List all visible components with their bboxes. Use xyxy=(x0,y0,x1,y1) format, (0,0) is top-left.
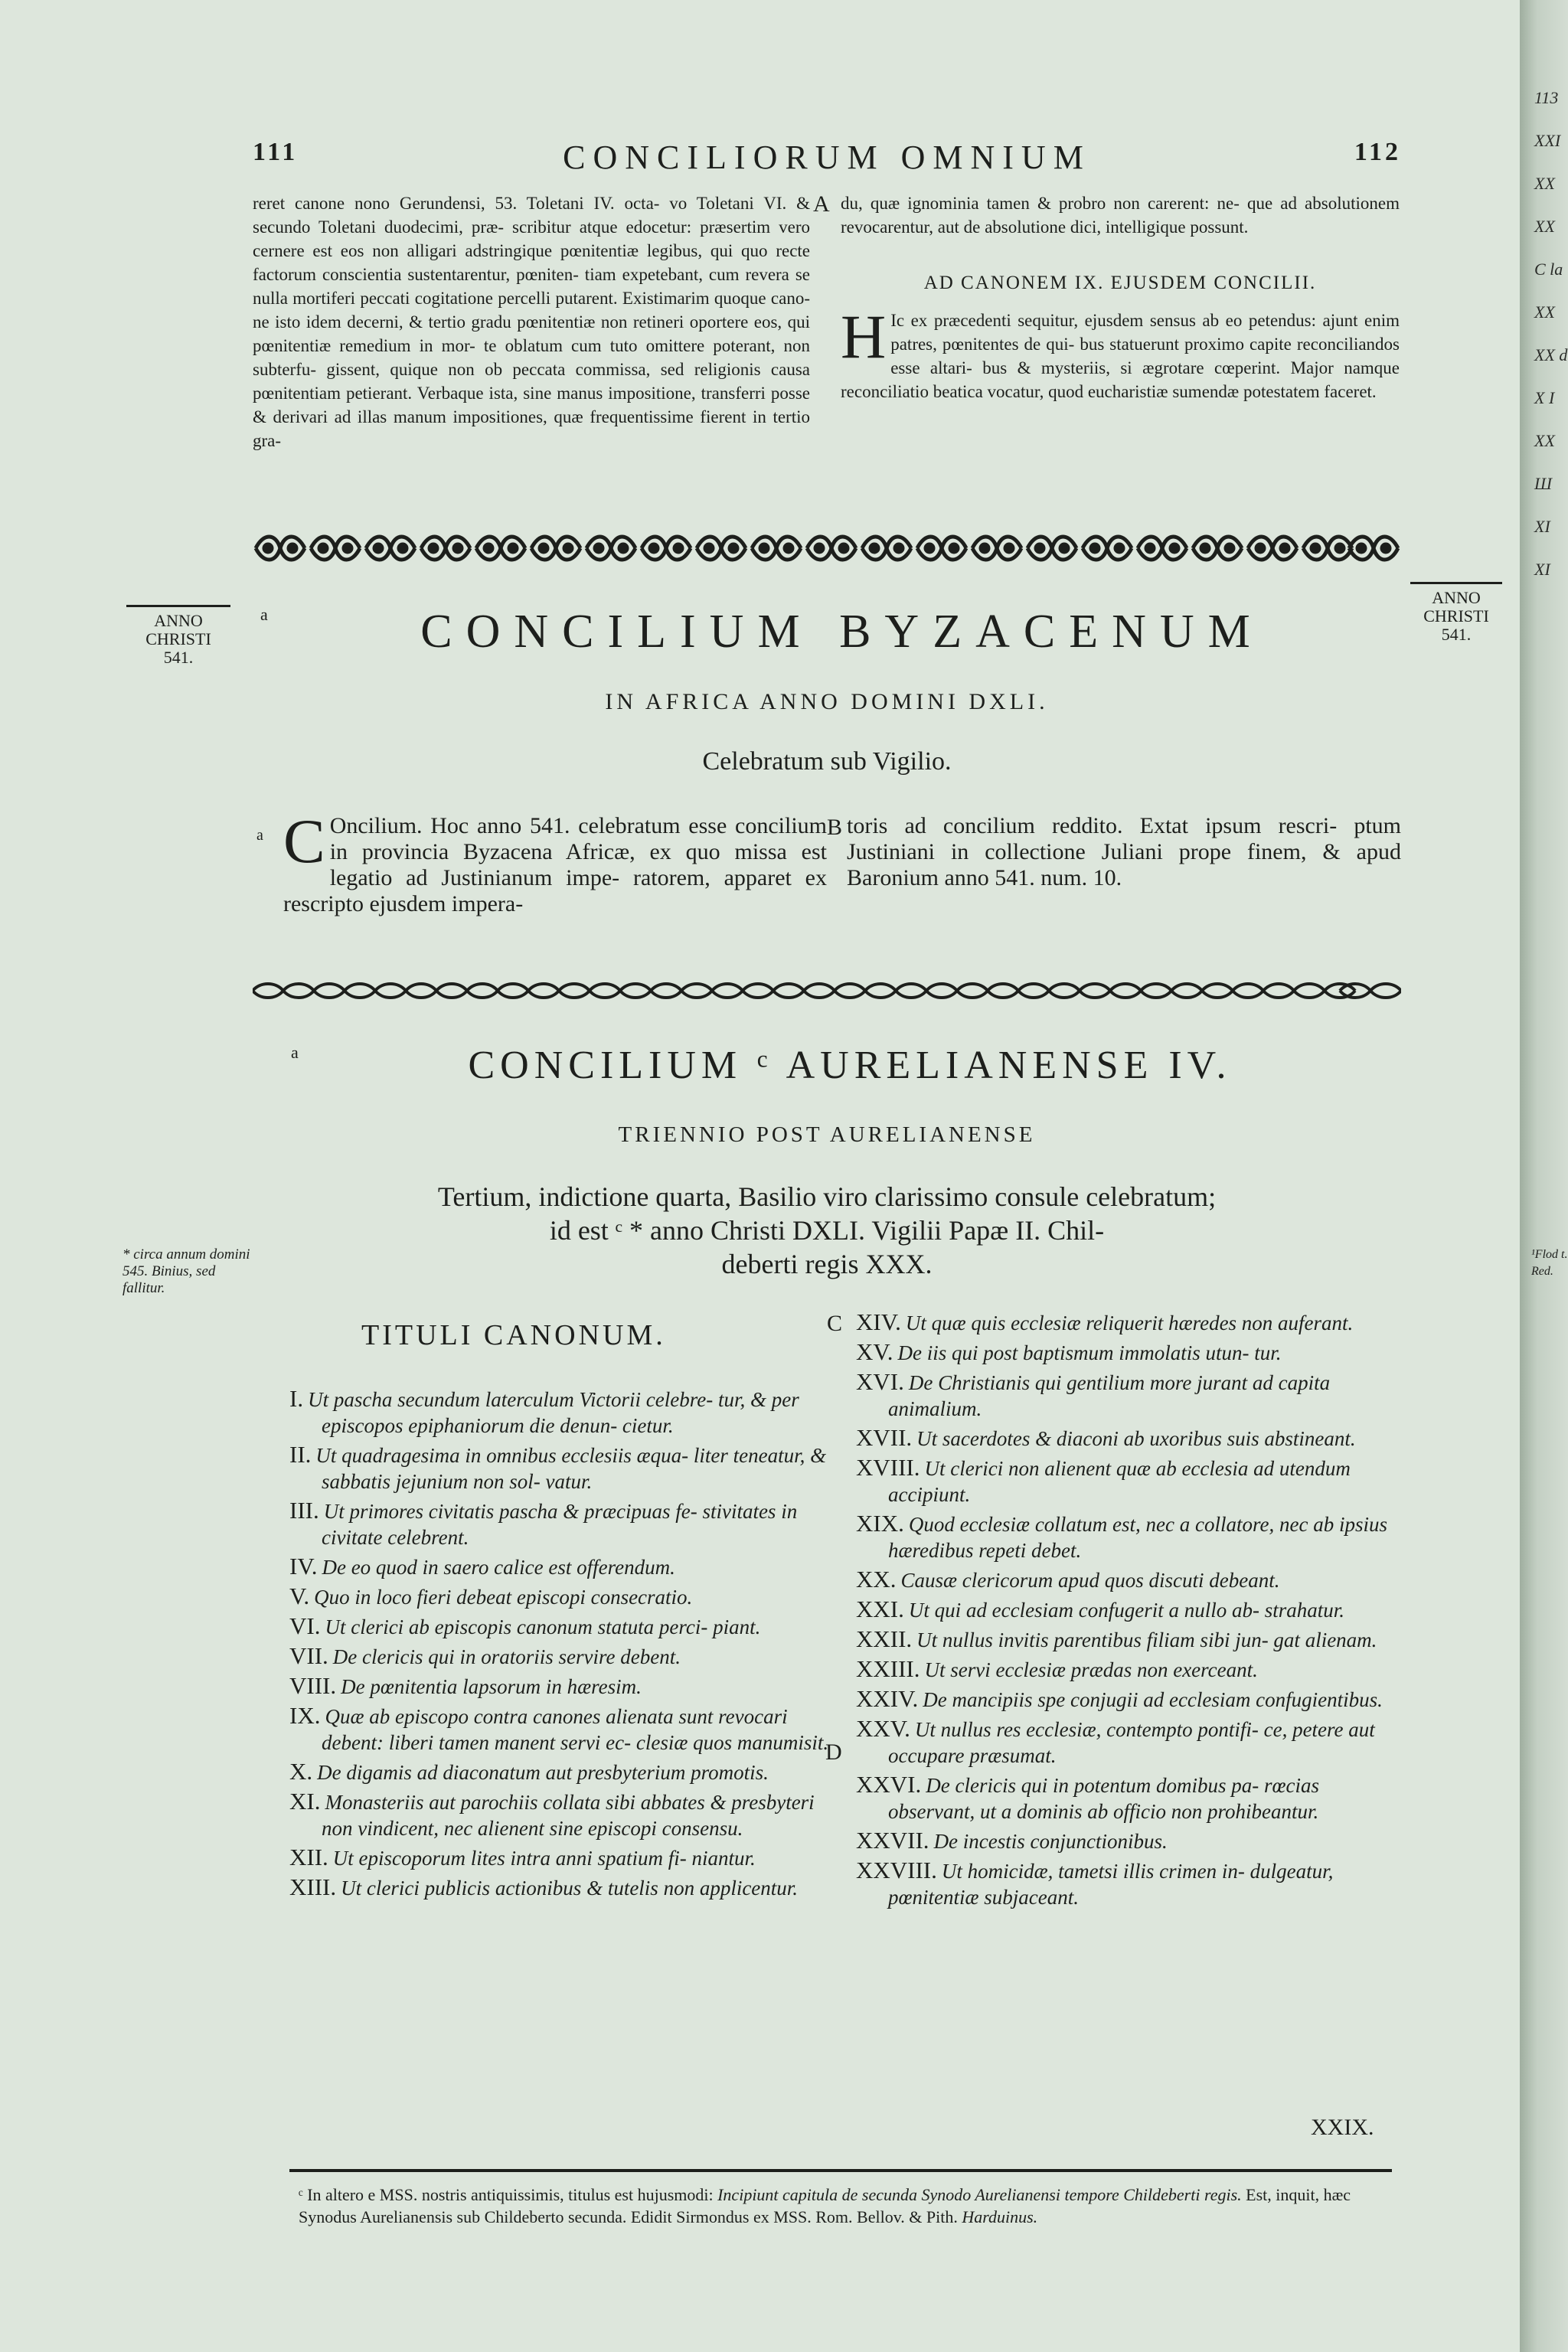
canon-item xyxy=(289,1498,841,1550)
anno-left-l1: ANNO xyxy=(154,611,203,630)
canon-item xyxy=(289,1759,841,1785)
canon-text: Ut homicidæ, tametsi illis crimen in- dulgeatur, pœnitentiæ subjaceant. xyxy=(888,1860,1334,1909)
canon-number: V. xyxy=(289,1583,310,1609)
canon-item xyxy=(289,1613,841,1640)
canon-item xyxy=(856,1455,1407,1508)
running-title: CONCILIORUM OMNIUM xyxy=(563,139,1091,176)
page-header xyxy=(253,138,1401,177)
canon-item xyxy=(856,1369,1407,1422)
canon-ix-text: Ic ex præcedenti sequitur, ejusdem sensus ab eo petendus: ajunt enim patres, pœnitentes de qui- bus statuerunt proximo capite reconciliandos esse altari- bus & mysteriis, si ægrotare cœperint. Major namque reconciliatio beatica vocatur, quod eucharistiæ sumendæ potestatem faceret. xyxy=(841,311,1400,401)
facing-page-text: 113 XXI XX XX C la XX XX d X I XX Ш XI XI xyxy=(1534,88,1568,579)
canon-number: XXIII. xyxy=(856,1655,920,1682)
footnote-text-b: Incipiunt capitula de secunda Synodo Aurelianensi tempore Childeberti regis. xyxy=(717,2185,1242,2204)
canon-number: XVIII. xyxy=(856,1454,920,1481)
canon-number: XI. xyxy=(289,1788,321,1815)
canon-text: De eo quod in saero calice est offerendum. xyxy=(322,1556,675,1579)
aurelianense-note-mark: a xyxy=(291,1043,299,1062)
top-left-text: reret canone nono Gerundensi, 53. Toletani IV. octa- vo Toletani VI. & secundo Toletani duodecimi, præ- scribitur atque edocetur: præsertim vero cernere est eos non alligari adstringique pœnitentiæ legibus, qui quo recte factorum conscientia sustentarentur, pœniten- tiam expetebant, cum revera se nulla mortiferi peccati cogitatione percelli putarent. Existimarim quoque cano- ne isto idem decerni, & tertio gradu pœnitentiæ non retineri oportere eos, qui pœnitentiæ remedium in mor- te oblatum cum tuto omittere poterant, non subterfu- gissent, quique non ob peccata commissa, sed religionis causa pœnitentiam petierant. Verbaque ista, sine manus impositione, transferri posse & derivari ad illas manum impositiones, quæ frequentissime fierent in tertio gra- xyxy=(253,194,810,450)
canon-text: De incestis conjunctionibus. xyxy=(933,1830,1168,1853)
byzacenum-intro-left xyxy=(283,806,827,917)
byzacenum-subtitle: IN AFRICA ANNO DOMINI DXLI. xyxy=(605,689,1049,714)
byzacenum-dropcap: C xyxy=(283,806,325,876)
aurelianense-line2: id est ᶜ * anno Christi DXLI. Vigilii Papæ II. Chil- xyxy=(549,1215,1105,1246)
footnote-rule xyxy=(289,2169,1392,2172)
aurelianense-subtitle: TRIENNIO POST AURELIANENSE xyxy=(618,1122,1036,1147)
footnote-text-d: Harduinus. xyxy=(962,2207,1038,2226)
top-left-column xyxy=(253,191,810,452)
byzacenum-note-mark: a xyxy=(260,605,268,624)
byzacenum-intro-left-text: Oncilium. Hoc anno 541. celebratum esse concilium in provincia Byzacena Africæ, ex quo missa est legatio ad Justinianum impe- ratorem, apparet ex rescripto ejusdem impera- xyxy=(283,813,827,916)
canon-item xyxy=(289,1874,841,1901)
canon-text: Causæ clericorum apud quos discuti debeant. xyxy=(900,1569,1280,1592)
canon-item xyxy=(289,1583,841,1610)
canon-number: I. xyxy=(289,1385,304,1412)
canon-item xyxy=(856,1596,1407,1623)
anno-left-l2: CHRISTI xyxy=(145,629,211,648)
canon-item xyxy=(856,1626,1407,1653)
canon-number: VII. xyxy=(289,1642,328,1669)
canons-left-list xyxy=(289,1386,841,1904)
canons-right-list xyxy=(856,1309,1407,1913)
canon-number: XXVII. xyxy=(856,1827,929,1854)
canon-text: De clericis qui in oratoriis servire debent. xyxy=(332,1645,681,1668)
aurelianense-line3: deberti regis XXX. xyxy=(721,1249,933,1279)
canon-item xyxy=(289,1703,841,1756)
sidenote-left: * circa annum domini 545. Binius, sed fallitur. xyxy=(122,1246,250,1296)
anno-right-l1: ANNO xyxy=(1432,588,1481,607)
sidenote-right: ¹Flod t. Red. xyxy=(1531,1248,1568,1278)
canon-text: Ut nullus invitis parentibus filiam sibi jun- gat alienam. xyxy=(916,1628,1377,1651)
canon-number: XXIV. xyxy=(856,1685,919,1712)
canon-item xyxy=(289,1643,841,1670)
canon-text: De digamis ad diaconatum aut presbyterium promotis. xyxy=(317,1761,769,1784)
canon-number: XVI. xyxy=(856,1368,904,1395)
canon-number: XXV. xyxy=(856,1715,910,1742)
canon-item xyxy=(856,1772,1407,1824)
canon-text: Ut servi ecclesiæ prædas non exerceant. xyxy=(924,1658,1258,1681)
footnote-mark: ᶜ xyxy=(299,2185,303,2204)
canon-number: XIII. xyxy=(289,1873,337,1900)
ornament-band-top xyxy=(253,528,1401,568)
canon-number: XV. xyxy=(856,1338,893,1365)
canon-item xyxy=(856,1656,1407,1683)
margin-letter-d: D xyxy=(825,1740,842,1765)
canon-text: Ut episcoporum lites intra anni spatium fi- niantur. xyxy=(332,1847,756,1870)
canon-number: III. xyxy=(289,1497,319,1524)
margin-letter-b: B xyxy=(827,815,843,840)
canon-number: XX. xyxy=(856,1566,897,1592)
canon-number: II. xyxy=(289,1441,312,1468)
canon-text: Ut qui ad ecclesiam confugerit a nullo ab- strahatur. xyxy=(908,1599,1345,1622)
canon-item xyxy=(289,1386,841,1439)
aurelianense-line1: Tertium, indictione quarta, Basilio viro clarissimo consule celebratum; xyxy=(437,1181,1217,1212)
canon-text: Quo in loco fieri debeat episcopi consecratio. xyxy=(314,1586,693,1609)
anno-right xyxy=(1410,582,1502,644)
top-right-column xyxy=(841,191,1400,403)
canon-item xyxy=(856,1425,1407,1452)
canon-text: Ut quæ quis ecclesiæ reliquerit hæredes non auferant. xyxy=(905,1312,1354,1334)
canon-number: VIII. xyxy=(289,1672,337,1699)
canon-text: Ut pascha secundum laterculum Victorii celebre- tur, & per episcopos epiphaniorum die denun- cietur. xyxy=(308,1388,799,1437)
canon-text: De clericis qui in potentum domibus pa- rœcias observant, ut a dominis ab officio non prohibeantur. xyxy=(888,1774,1319,1823)
byzacenum-intro-mark: a xyxy=(256,827,263,844)
canon-item xyxy=(289,1788,841,1841)
canon-number: IV. xyxy=(289,1553,318,1579)
canon-text: Quæ ab episcopo contra canones alienata sunt revocari debent: liberi tamen manent servi ec- clesiæ quos manumisit. xyxy=(322,1705,829,1754)
canon-item xyxy=(856,1716,1407,1769)
margin-letter-a: A xyxy=(813,191,830,217)
footnote xyxy=(299,2184,1393,2228)
footnote-text-a: In altero e MSS. nostris antiquissimis, titulus est hujusmodi: xyxy=(307,2185,714,2204)
canon-number: X. xyxy=(289,1758,313,1785)
canon-item xyxy=(856,1828,1407,1854)
aurelianense-title: CONCILIUM ᶜ AURELIANENSE IV. xyxy=(468,1044,1232,1087)
anno-right-l3: 541. xyxy=(1441,625,1472,644)
canon-item xyxy=(289,1673,841,1700)
footnote-text-c: Est, inquit, hæc Synodus Aurelianensis sub Childeberto secunda. Edidit Sirmondus ex MSS. Rom. Bellov. & Pith. xyxy=(299,2185,1351,2226)
canon-item xyxy=(856,1511,1407,1563)
canon-item xyxy=(289,1553,841,1580)
canon-text: Ut clerici publicis actionibus & tutelis non applicentur. xyxy=(341,1877,799,1900)
canon-number: XXVI. xyxy=(856,1771,922,1798)
canon-text: De Christianis qui gentilium more jurant ad capita animalium. xyxy=(888,1371,1331,1420)
canon-number: IX. xyxy=(289,1702,321,1729)
byzacenum-title: CONCILIUM BYZACENUM xyxy=(420,606,1264,658)
ornament-knots xyxy=(253,528,1401,568)
anno-left-l3: 541. xyxy=(163,648,194,667)
canon-text: Ut primores civitatis pascha & præcipuas fe- stivitates in civitate celebrent. xyxy=(322,1500,798,1549)
canon-text: Ut sacerdotes & diaconi ab uxoribus suis abstineant. xyxy=(916,1427,1356,1450)
page-number-right: 112 xyxy=(1354,138,1401,166)
canon-item xyxy=(289,1442,841,1494)
top-right-text: du, quæ ignominia tamen & probro non carerent: ne- que ad absolutionem revocarentur, aut de absolutione dici, intelligique possunt. xyxy=(841,194,1400,237)
page-number-left: 111 xyxy=(253,138,299,166)
canon-item xyxy=(856,1857,1407,1910)
canon-item xyxy=(856,1309,1407,1336)
canon-ix-dropcap: H xyxy=(841,302,887,371)
canon-item xyxy=(856,1339,1407,1366)
ornament-chain xyxy=(253,978,1401,1003)
canon-item xyxy=(289,1844,841,1871)
canon-text: Monasteriis aut parochiis collata sibi abbates & presbyteri non vindicent, nec alienent sine episcopi consensu. xyxy=(322,1791,815,1840)
canon-text: Ut clerici ab episcopis canonum statuta perci- piant. xyxy=(325,1615,761,1638)
canon-number: XII. xyxy=(289,1844,328,1870)
canon-number: VI. xyxy=(289,1612,321,1639)
canon-number: XXVIII. xyxy=(856,1857,937,1883)
canon-number: XXII. xyxy=(856,1625,913,1652)
canon-number: XIX. xyxy=(856,1510,904,1537)
anno-left xyxy=(126,605,230,667)
canon-text: De mancipiis spe conjugii ad ecclesiam confugientibus. xyxy=(923,1688,1383,1711)
canon-text: De iis qui post baptismum immolatis utun- tur. xyxy=(897,1341,1282,1364)
canon-ix-heading: AD CANONEM IX. EJUSDEM CONCILII. xyxy=(923,273,1317,293)
byzacenum-celebratum: Celebratum sub Vigilio. xyxy=(702,747,952,776)
margin-letter-c: C xyxy=(827,1311,843,1336)
canon-item xyxy=(856,1566,1407,1593)
canon-number: XVII. xyxy=(856,1424,913,1451)
canon-item xyxy=(856,1686,1407,1713)
canon-number: XIV. xyxy=(856,1308,901,1335)
canon-text: Ut quadragesima in omnibus ecclesiis æqua- liter teneatur, & sabbatis jejunium non sol- vatur. xyxy=(315,1444,827,1493)
canon-text: Ut clerici non alienent quæ ab ecclesia ad utendum accipiunt. xyxy=(888,1457,1351,1506)
canon-text: De pœnitentia lapsorum in hæresim. xyxy=(341,1675,642,1698)
byzacenum-intro-right: toris ad concilium reddito. Extat ipsum rescri- ptum Justiniani in collectione Juliani prope finem, & apud Baronium anno 541. num. 10. xyxy=(847,813,1401,890)
catchword: XXIX. xyxy=(1311,2115,1374,2140)
canon-text: Quod ecclesiæ collatum est, nec a collatore, nec ab ipsius hæredibus repeti debet. xyxy=(888,1513,1387,1562)
ornament-band-middle xyxy=(253,978,1401,1003)
canon-text: Ut nullus res ecclesiæ, contempto pontifi- ce, petere aut occupare præsumat. xyxy=(888,1718,1375,1767)
canon-number: XXI. xyxy=(856,1596,904,1622)
canons-heading: TITULI CANONUM. xyxy=(361,1319,666,1351)
anno-right-l2: CHRISTI xyxy=(1423,606,1489,626)
